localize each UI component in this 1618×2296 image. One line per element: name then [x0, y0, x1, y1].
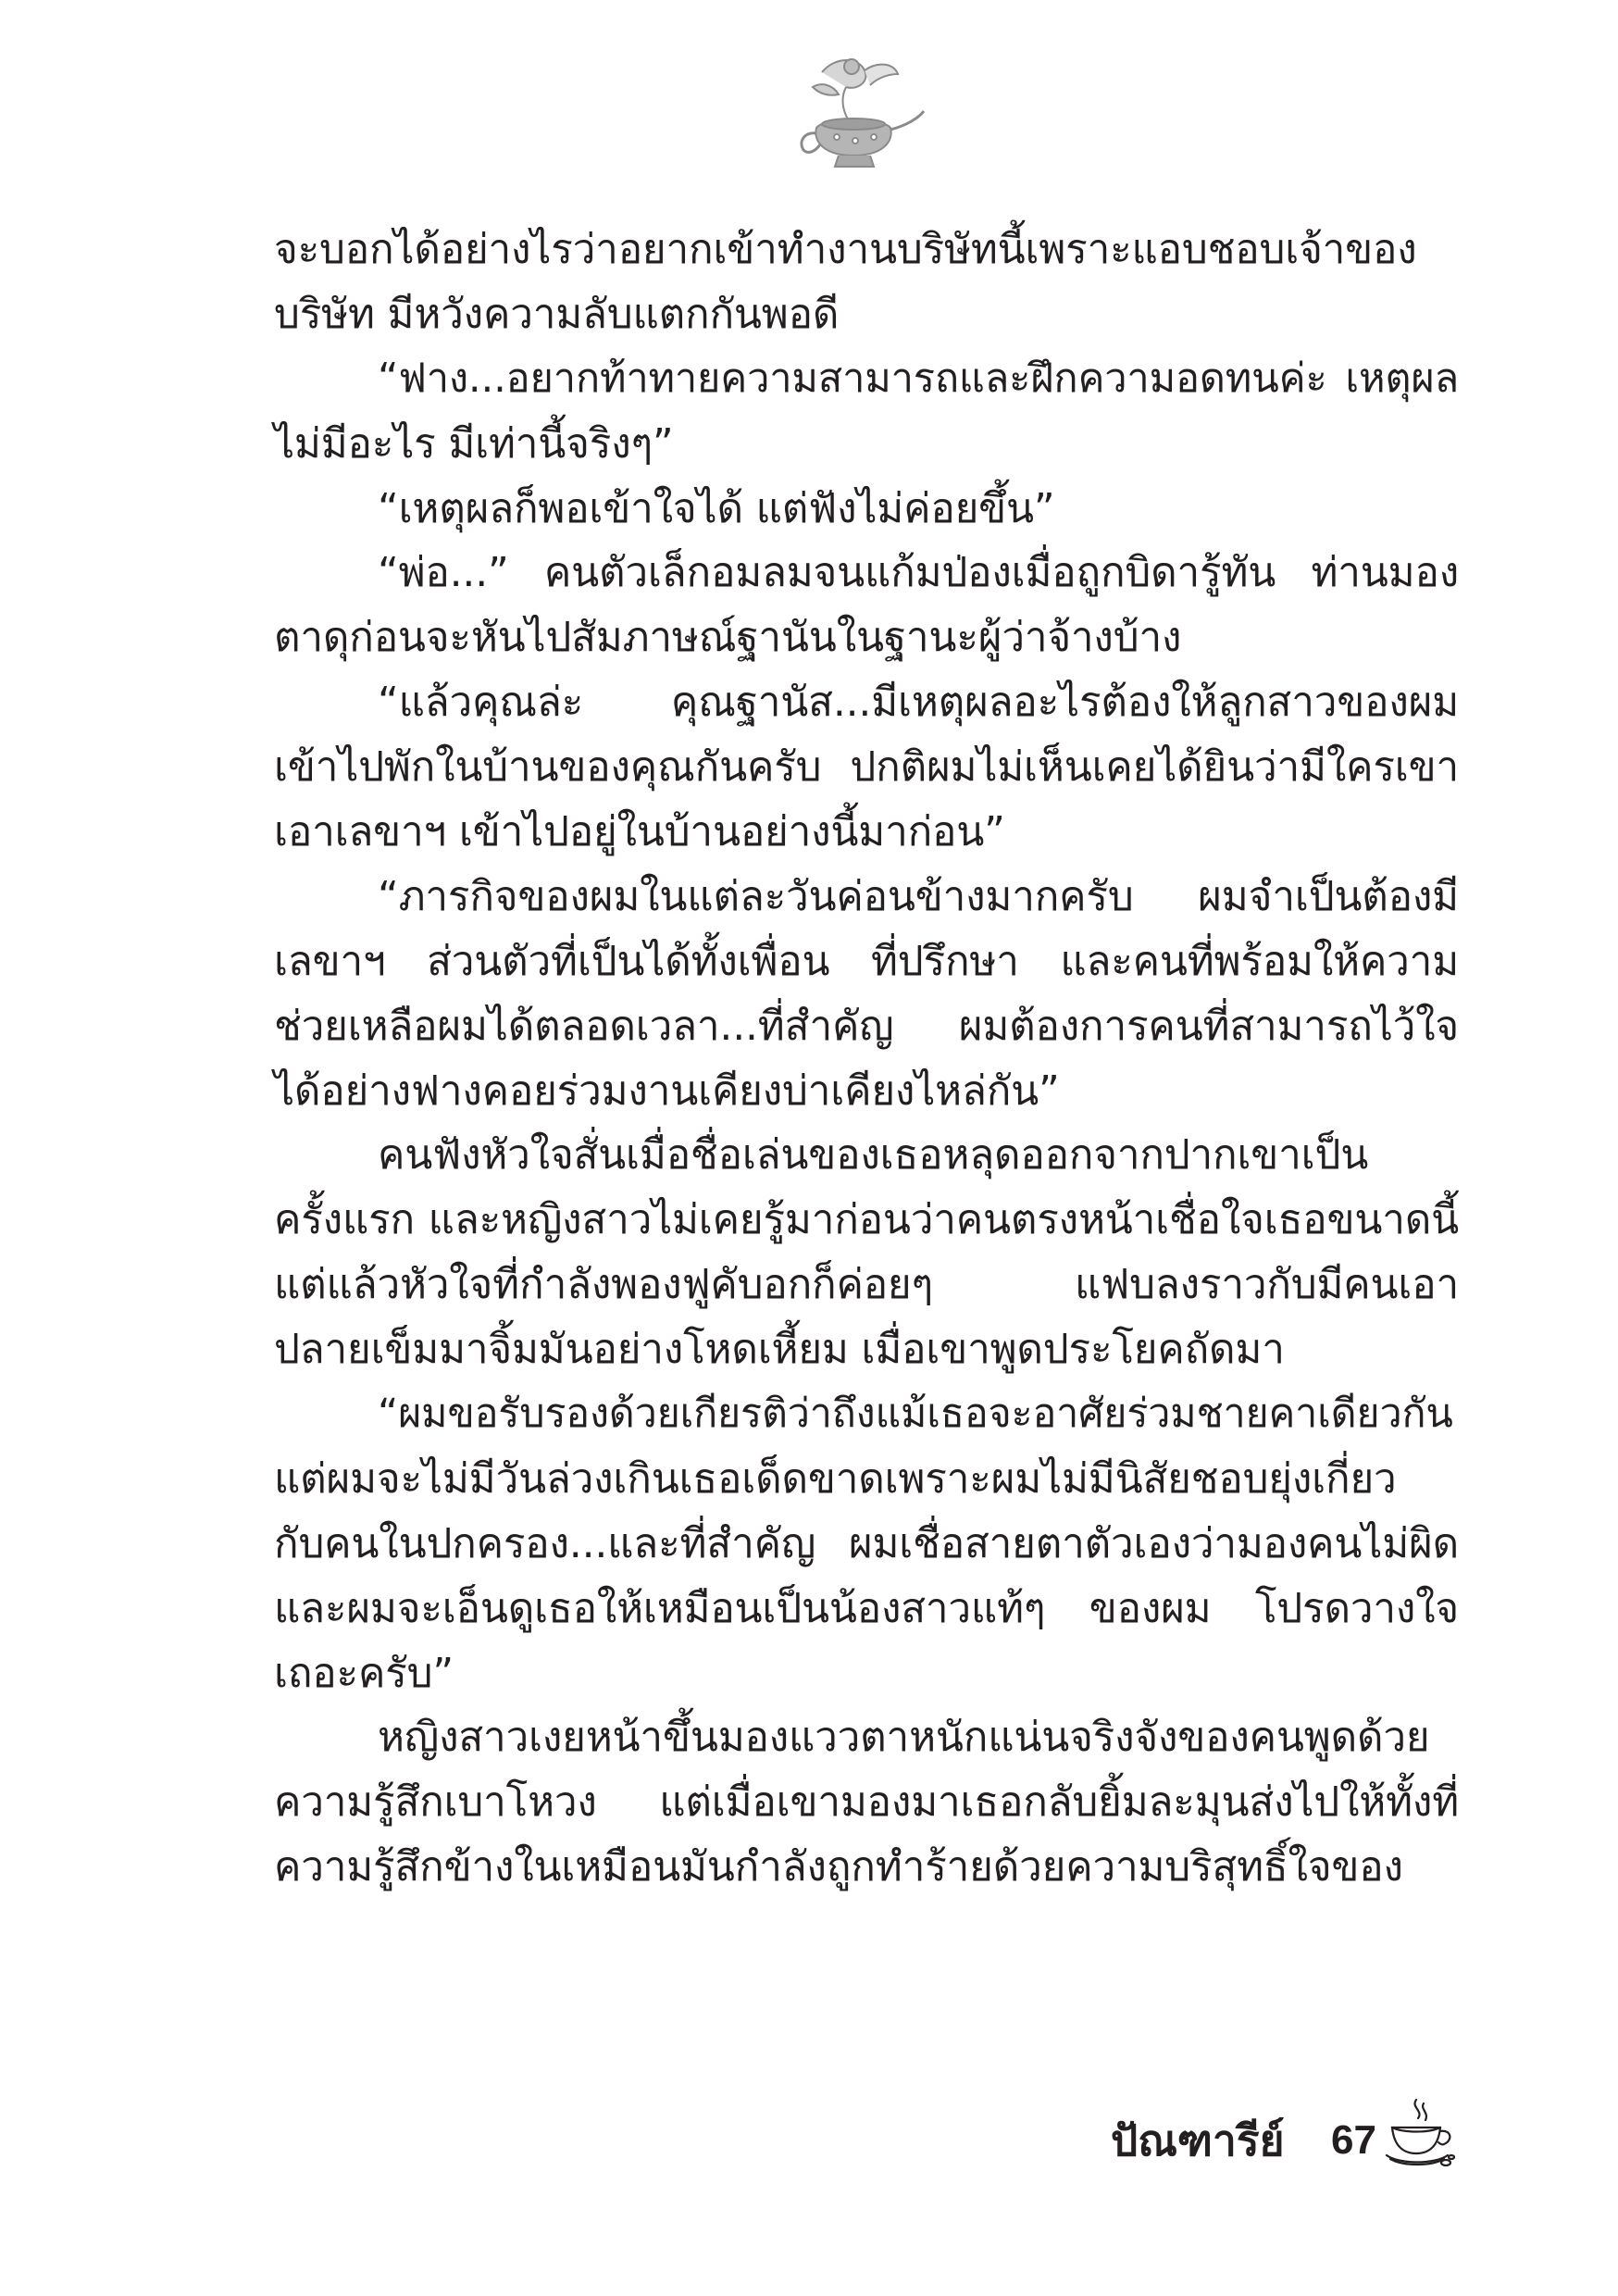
author-name: ปัณฑารีย์ [1111, 2115, 1285, 2165]
text-line: “ภารกิจของผมในแต่ละวันค่อนข้างมากครับ ผมจำเป็นต้องมี [378, 872, 1459, 920]
text-line: เข้าไปพักในบ้านของคุณกันครับ ปกติผมไม่เห็นเคยได้ยินว่ามีใครเขา [274, 743, 1459, 792]
coffee-cup-icon [1385, 2094, 1455, 2172]
text-line: ได้อย่างฟางคอยร่วมงานเคียงบ่าเคียงไหล่กัน” [274, 1067, 1060, 1115]
text-line: ปลายเข็มมาจิ้มมันอย่างโหดเหี้ยม เมื่อเขาพูดประโยคถัดมา [274, 1326, 1285, 1374]
page-number: 67 [1331, 2117, 1376, 2163]
text-line: ช่วยเหลือผมได้ตลอดเวลา...ที่สำคัญ ผมต้องการคนที่สามารถไว้ใจ [274, 1002, 1459, 1050]
text-line: หญิงสาวเงยหน้าขึ้นมองแววตาหนักแน่นจริงจังของคนพูดด้วย [378, 1714, 1430, 1762]
page-footer [1101, 2094, 1490, 2187]
text-line: “พ่อ...” คนตัวเล็กอมลมจนแก้มป่องเมื่อถูกบิดารู้ทัน ท่านมอง [378, 549, 1459, 597]
text-line: แต่แล้วหัวใจที่กำลังพองฟูคับอกก็ค่อยๆ แฟบลงราวกับมีคนเอา [274, 1261, 1459, 1309]
text-line: บริษัท มีหวังความลับแตกกันพอดี [274, 290, 840, 338]
text-line: เลขาฯ ส่วนตัวที่เป็นได้ทั้งเพื่อน ที่ปรึกษา และคนที่พร้อมให้ความ [274, 937, 1459, 985]
text-line: “ฟาง...อยากท้าทายความสามารถและฝึกความอดทนค่ะ เหตุผล [378, 355, 1459, 402]
text-line: ความรู้สึกข้างในเหมือนมันกำลังถูกทำร้ายด้วยความบริสุทธิ์ใจของ [274, 1843, 1403, 1891]
text-line: กับคนในปกครอง...และที่สำคัญ ผมเชื่อสายตาตัวเองว่ามองคนไม่ผิด [274, 1519, 1459, 1567]
text-line: “แล้วคุณล่ะ คุณฐานัส...มีเหตุผลอะไรต้องให้ลูกสาวของผม [378, 679, 1459, 727]
body-text [274, 218, 1459, 1900]
text-line: จะบอกได้อย่างไรว่าอยากเข้าทำงานบริษัทนี้เพราะแอบชอบเจ้าของ [274, 226, 1417, 273]
text-line: “ผมขอรับรองด้วยเกียรติว่าถึงแม้เธอจะอาศัยร่วมชายคาเดียวกัน [378, 1391, 1453, 1438]
text-line: ไม่มีอะไร มีเท่านี้จริงๆ” [274, 419, 674, 468]
fairy-on-teapot-icon [785, 54, 926, 172]
text-line: เถอะครับ” [274, 1649, 454, 1697]
text-line: ตาดุก่อนจะหันไปสัมภาษณ์ฐานันในฐานะผู้ว่าจ้างบ้าง [274, 614, 1182, 662]
text-line: ครั้งแรก และหญิงสาวไม่เคยรู้มาก่อนว่าคนตรงหน้าเชื่อใจเธอขนาดนี้ [274, 1196, 1459, 1244]
text-line: แต่ผมจะไม่มีวันล่วงเกินเธอเด็ดขาดเพราะผมไม่มีนิสัยชอบยุ่งเกี่ยว [274, 1454, 1397, 1503]
text-line: “เหตุผลก็พอเข้าใจได้ แต่ฟังไม่ค่อยขึ้น” [378, 484, 1055, 532]
text-line: เอาเลขาฯ เข้าไปอยู่ในบ้านอย่างนี้มาก่อน” [274, 808, 1005, 856]
text-line: และผมจะเอ็นดูเธอให้เหมือนเป็นน้องสาวแท้ๆ ของผม โปรดวางใจ [274, 1584, 1459, 1632]
text-line: ความรู้สึกเบาโหวง แต่เมื่อเขามองมาเธอกลับยิ้มละมุนส่งไปให้ทั้งที่ [274, 1778, 1459, 1827]
text-line: คนฟังหัวใจสั่นเมื่อชื่อเล่นของเธอหลุดออกจากปากเขาเป็น [378, 1131, 1369, 1179]
